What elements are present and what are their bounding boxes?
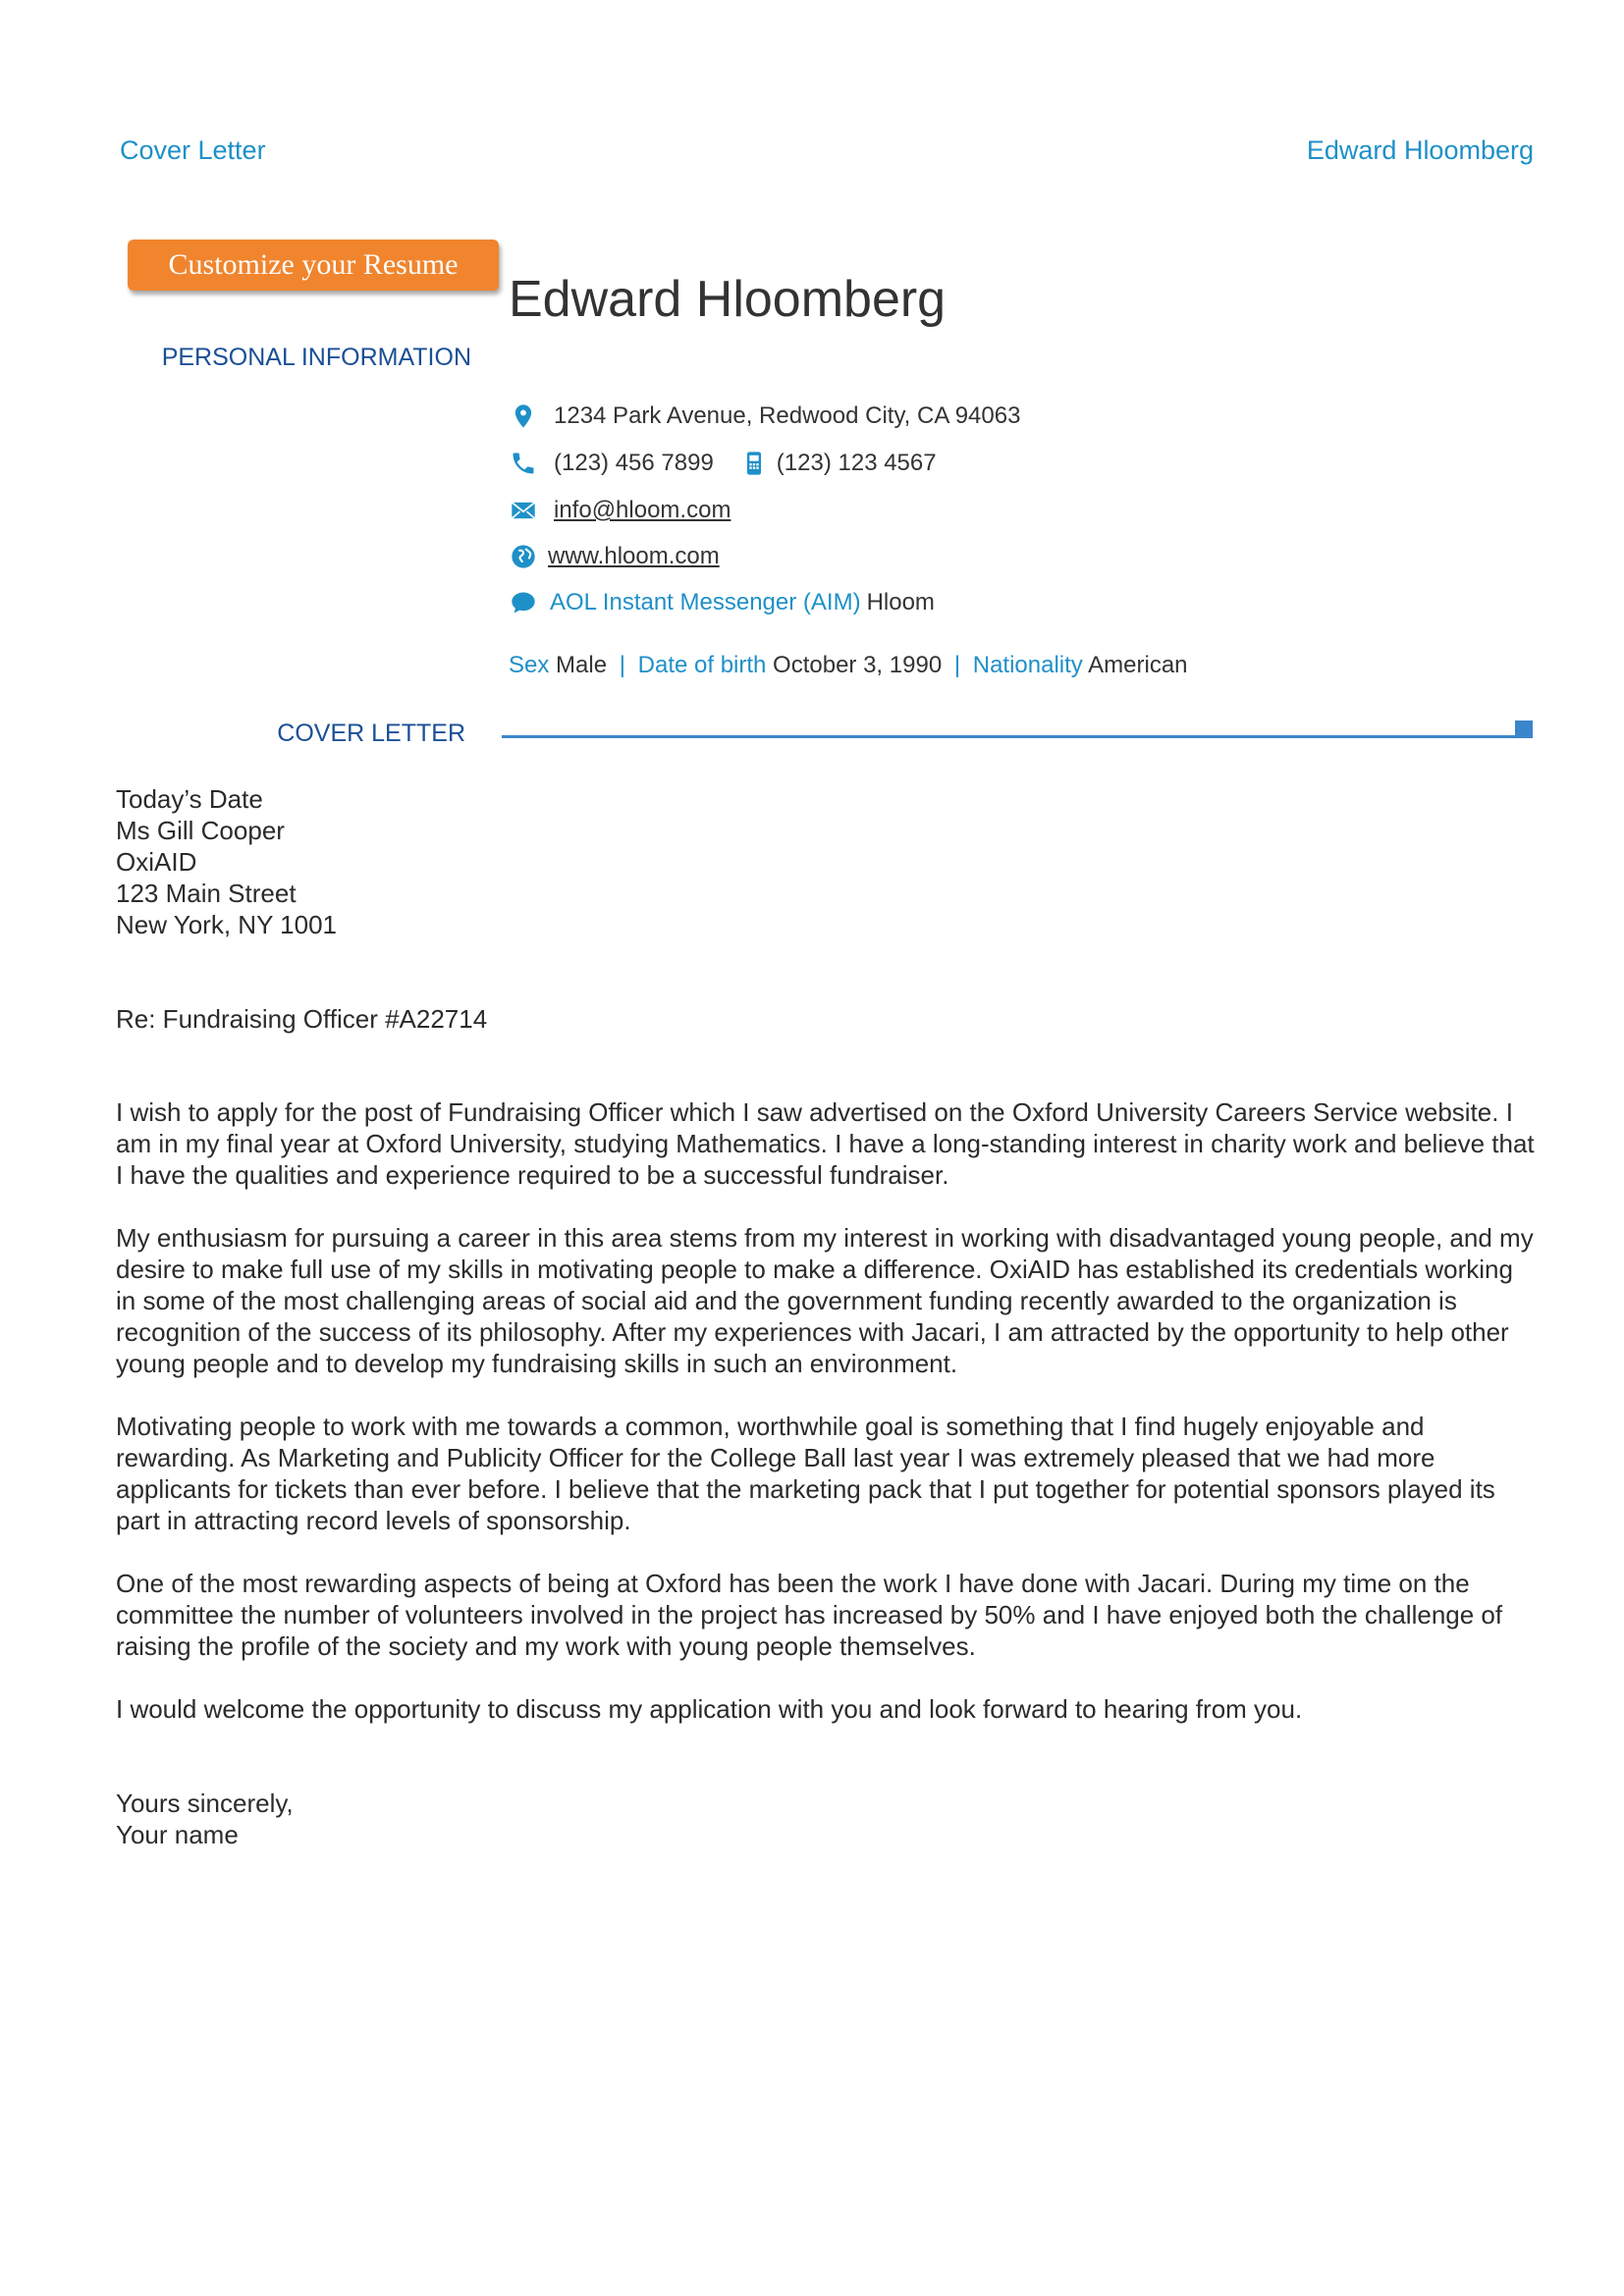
customize-resume-button[interactable]: Customize your Resume: [128, 240, 499, 291]
divider-end-marker: [1515, 721, 1533, 738]
candidate-name: Edward Hloomberg: [509, 271, 947, 328]
recipient-street: 123 Main Street: [116, 879, 297, 908]
letter-paragraph: I wish to apply for the post of Fundraising Officer which I saw advertised on the Oxford University Careers Service website. I am in my final year at Oxford University, studying Mathematics. I have a long-standing interest in charity work and believe that I have the qualities and experience required to be a successful fundraiser.: [116, 1097, 1535, 1190]
phone-row: [509, 447, 937, 480]
recipient-block: [116, 783, 337, 940]
nationality-value: American: [1088, 652, 1188, 678]
address-text: 1234 Park Avenue, Redwood City, CA 94063: [554, 402, 1021, 429]
recipient-city: New York, NY 1001: [116, 910, 337, 939]
closing-signature: Your name: [116, 1820, 239, 1849]
section-divider: [502, 735, 1524, 738]
email-link[interactable]: info@hloom.com: [554, 497, 731, 523]
letter-paragraph: I would welcome the opportunity to discuss my application with you and look forward to hearing from you.: [116, 1694, 1303, 1724]
letter-paragraph: My enthusiasm for pursuing a career in this area stems from my interest in working with disadvantaged young people, and my desire to make full use of my skills in motivating people to make a difference. OxiAID has established its credentials working in some of the most challenging areas of social aid and the government funding recently awarded to the organization is recognition of the success of its philosophy. After my experiences with Jacari, I am attracted by the opportunity to help other young people and to develop my fundraising skills in such an environment.: [116, 1223, 1534, 1378]
envelope-icon: [509, 496, 538, 525]
sex-label: Sex: [509, 652, 550, 678]
letter-body: [116, 1096, 1540, 1756]
dob-value: October 3, 1990: [773, 652, 943, 678]
mobile-text: (123) 123 4567: [776, 450, 937, 476]
mobile-phone-icon: [739, 449, 769, 478]
im-label: AOL Instant Messenger (AIM): [550, 589, 861, 615]
website-link[interactable]: www.hloom.com: [548, 543, 720, 569]
nationality-label: Nationality: [972, 652, 1083, 678]
recipient-company: OxiAID: [116, 847, 197, 877]
section-cover-letter: COVER LETTER: [277, 720, 465, 747]
globe-icon: [509, 542, 538, 571]
chat-bubble-icon: [509, 588, 538, 617]
personal-details: [509, 652, 1188, 679]
website-row: [509, 540, 720, 573]
header-name: Edward Hloomberg: [1306, 135, 1534, 165]
letter-date: Today’s Date: [116, 784, 263, 814]
recipient-name: Ms Gill Cooper: [116, 816, 285, 845]
header-doc-title: Cover Letter: [120, 135, 266, 165]
letter-subject: Re: Fundraising Officer #A22714: [116, 1004, 488, 1034]
phone-icon: [509, 449, 538, 478]
letter-paragraph: One of the most rewarding aspects of being at Oxford has been the work I have done with Jacari. During my time on the committee the number of volunteers involved in the project has increased by 50% and I have enjoyed both the challenge of raising the profile of the society and my work with young people themselves.: [116, 1569, 1503, 1661]
separator: |: [619, 652, 625, 678]
phone-text: (123) 456 7899: [554, 450, 714, 476]
im-row: [509, 586, 935, 619]
closing-block: [116, 1788, 294, 1850]
closing-salutation: Yours sincerely,: [116, 1789, 294, 1818]
location-pin-icon: [509, 401, 538, 431]
letter-paragraph: Motivating people to work with me towards a common, worthwhile goal is something that I find hugely enjoyable and rewarding. As Marketing and Publicity Officer for the College Ball last year I was extremely pleased that we had more applicants for tickets than ever before. I believe that the marketing pack that I put together for potential sponsors played its part in attracting record levels of sponsorship.: [116, 1412, 1495, 1535]
email-row: [509, 494, 731, 527]
dob-label: Date of birth: [637, 652, 767, 678]
im-value: Hloom: [866, 589, 935, 615]
section-personal-information: PERSONAL INFORMATION: [161, 344, 471, 371]
address-row: [509, 400, 1020, 433]
separator: |: [953, 652, 961, 678]
sex-value: Male: [556, 652, 608, 678]
